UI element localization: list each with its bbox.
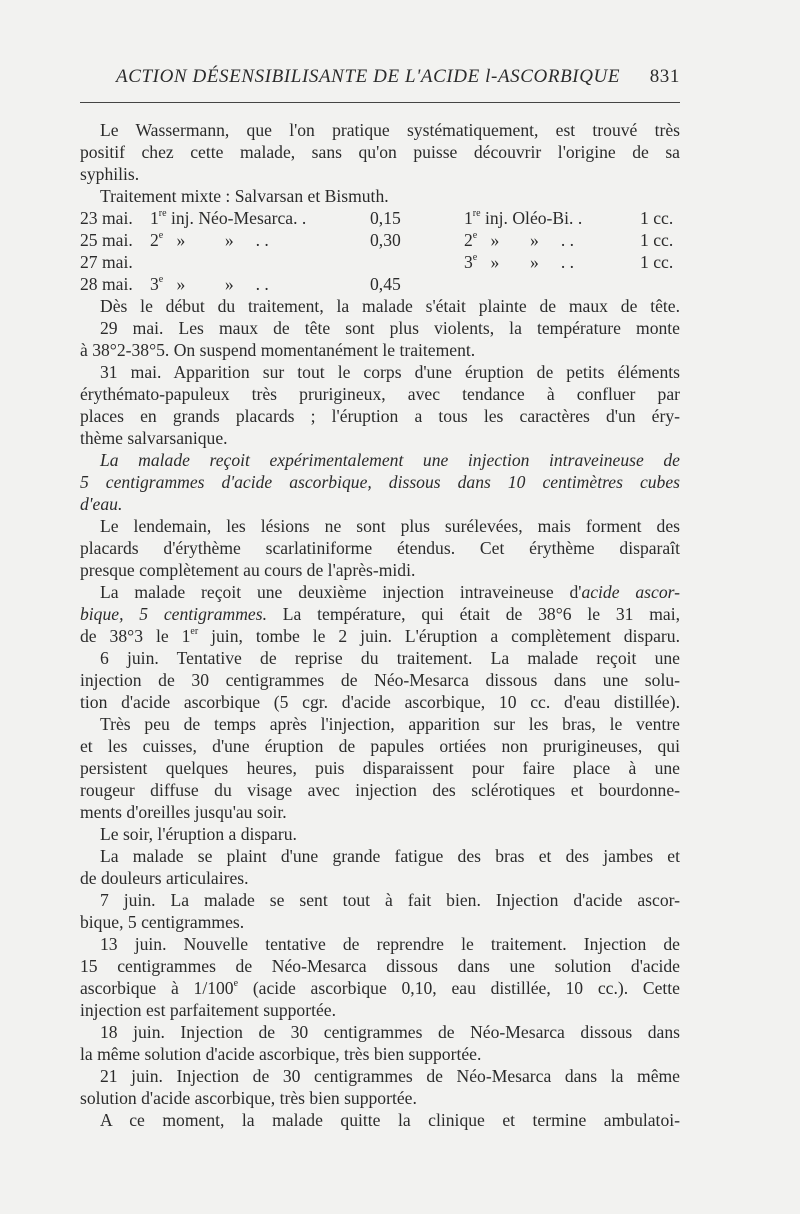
- text-line: places en grands placards ; l'éruption a tous les caractères d'un éry-: [80, 406, 680, 426]
- left-dose: 0,30: [370, 230, 401, 250]
- header-rule: [80, 102, 680, 103]
- text-line: positif chez cette malade, sans qu'on puisse découvrir l'origine de sa: [80, 142, 680, 162]
- left-dose: 0,15: [370, 208, 401, 228]
- right-injection: 3e » » . .: [464, 252, 575, 272]
- text-line: A ce moment, la malade quitte la clinique et termine ambulatoi-: [100, 1110, 680, 1130]
- table-row: [80, 273, 680, 295]
- page-number: 831: [649, 66, 680, 87]
- text-line: 18 juin. Injection de 30 centigrammes de Néo-Mesarca dissous dans: [100, 1022, 680, 1042]
- left-injection: 2e » » . .: [150, 230, 269, 250]
- text-line: 15 centigrammes de Néo-Mesarca dissous dans une solution d'acide: [80, 956, 680, 976]
- text-line: La malade reçoit une deuxième injection intraveineuse d'acide ascor-: [100, 582, 680, 602]
- text-line: tion d'acide ascorbique (5 cgr. d'acide ascorbique, 10 cc. d'eau distillée).: [80, 692, 680, 712]
- running-title: ACTION DÉSENSIBILISANTE DE L'ACIDE l-ASCORBIQUE: [116, 66, 621, 87]
- text-line: de douleurs articulaires.: [80, 868, 249, 888]
- text-line: 31 mai. Apparition sur tout le corps d'une éruption de petits éléments: [100, 362, 680, 382]
- row-date: 25 mai.: [80, 230, 133, 250]
- left-injection: 1re inj. Néo-Mesarca. .: [150, 208, 307, 228]
- right-dose: 1 cc.: [640, 230, 674, 250]
- text-line: la même solution d'acide ascorbique, très bien supportée.: [80, 1044, 482, 1064]
- text-line: La malade reçoit expérimentalement une injection intraveineuse de: [100, 450, 680, 470]
- text-line: et les cuisses, d'une éruption de papules ortiées non prurigineuses, qui: [80, 736, 680, 756]
- right-injection: 2e » » . .: [464, 230, 575, 250]
- text-line: 21 juin. Injection de 30 centigrammes de Néo-Mesarca dans la même: [100, 1066, 680, 1086]
- right-dose: 1 cc.: [640, 252, 674, 272]
- text-line: 5 centigrammes d'acide ascorbique, dissous dans 10 centimètres cubes: [80, 472, 680, 492]
- text-line: Le soir, l'éruption a disparu.: [100, 824, 297, 844]
- text-line: bique, 5 centigrammes. La température, qui était de 38°6 le 31 mai,: [80, 604, 680, 624]
- text-line: érythémato-papuleux très prurigineux, avec tendance à confluer par: [80, 384, 680, 404]
- text-line: thème salvarsanique.: [80, 428, 228, 448]
- text-line: bique, 5 centigrammes.: [80, 912, 245, 932]
- treatment-heading: Traitement mixte : Salvarsan et Bismuth.: [100, 186, 389, 206]
- row-date: 28 mai.: [80, 274, 133, 294]
- text-line: solution d'acide ascorbique, très bien supportée.: [80, 1088, 417, 1108]
- text-line: persistent quelques heures, puis disparaissent pour faire place à une: [80, 758, 680, 778]
- text-line: rougeur diffuse du visage avec injection des sclérotiques et bourdonne-: [80, 780, 680, 800]
- text-line: Très peu de temps après l'injection, apparition sur les bras, le ventre: [100, 714, 680, 734]
- page-header: [80, 66, 680, 94]
- text-line: injection est parfaitement supportée.: [80, 1000, 336, 1020]
- text-line: 13 juin. Nouvelle tentative de reprendre le traitement. Injection de: [100, 934, 680, 954]
- table-row: [80, 229, 680, 251]
- text-line: de 38°3 le 1er juin, tombe le 2 juin. L'éruption a complètement disparu.: [80, 626, 680, 646]
- table-row: [80, 251, 680, 273]
- row-date: 23 mai.: [80, 208, 133, 228]
- text-line: 7 juin. La malade se sent tout à fait bien. Injection d'acide ascor-: [100, 890, 680, 910]
- right-injection: 1re inj. Oléo-Bi. .: [464, 208, 583, 228]
- right-dose: 1 cc.: [640, 208, 674, 228]
- text-line: 6 juin. Tentative de reprise du traitement. La malade reçoit une: [100, 648, 680, 668]
- text-line: ascorbique à 1/100e (acide ascorbique 0,10, eau distillée, 10 cc.). Cette: [80, 978, 680, 998]
- text-line: Le lendemain, les lésions ne sont plus surélevées, mais forment des: [100, 516, 680, 536]
- table-row: [80, 207, 680, 229]
- row-date: 27 mai.: [80, 252, 133, 272]
- left-dose: 0,45: [370, 274, 401, 294]
- text-line: injection de 30 centigrammes de Néo-Mesarca dissous dans une solu-: [80, 670, 680, 690]
- text-line: La malade se plaint d'une grande fatigue des bras et des jambes et: [100, 846, 680, 866]
- text-line: Le Wassermann, que l'on pratique systématiquement, est trouvé très: [100, 120, 680, 140]
- text-line: ments d'oreilles jusqu'au soir.: [80, 802, 287, 822]
- text-line: Dès le début du traitement, la malade s'était plainte de maux de tête.: [100, 296, 680, 316]
- text-line: syphilis.: [80, 164, 140, 184]
- left-injection: 3e » » . .: [150, 274, 269, 294]
- text-line: presque complètement au cours de l'après-midi.: [80, 560, 416, 580]
- text-line: d'eau.: [80, 494, 123, 514]
- text-line: placards d'érythème scarlatiniforme étendus. Cet érythème disparaît: [80, 538, 680, 558]
- text-line: 29 mai. Les maux de tête sont plus violents, la température monte: [100, 318, 680, 338]
- text-line: à 38°2-38°5. On suspend momentanément le traitement.: [80, 340, 476, 360]
